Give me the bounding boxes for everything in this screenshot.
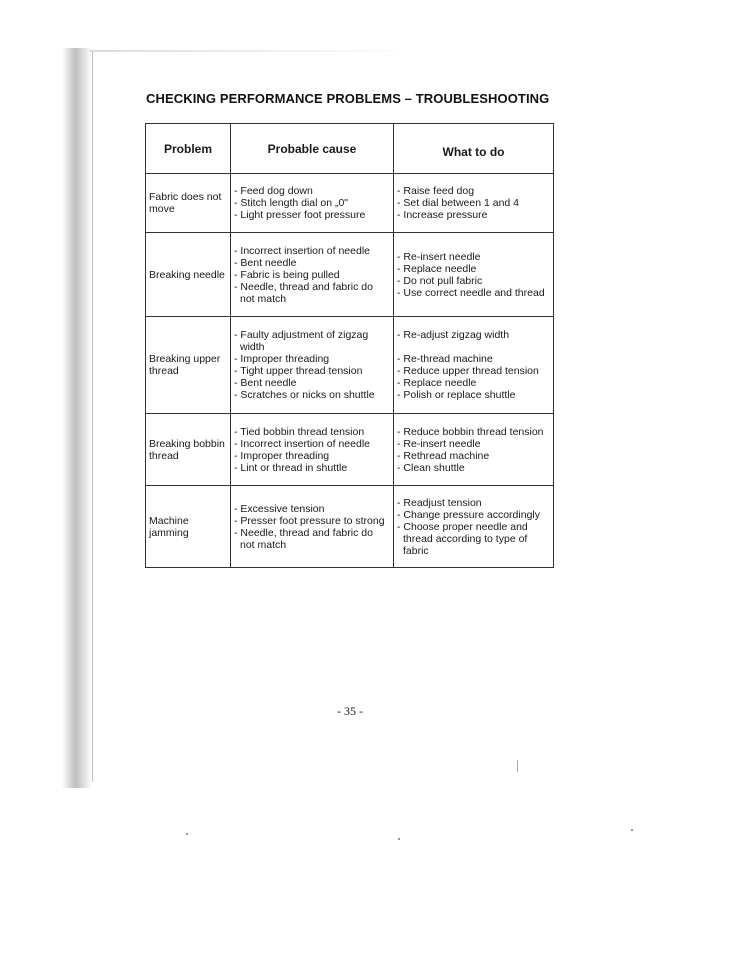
header-what-to-do: What to do [394, 124, 554, 174]
cause-item: - Feed dog down [234, 185, 313, 197]
action-item: - Rethread machine [397, 449, 490, 462]
cause-item: - Presser foot pressure to strong [234, 514, 385, 527]
table-header-row [146, 124, 554, 174]
action-cell [394, 233, 554, 317]
action-item: - Reduce bobbin thread tension [397, 425, 544, 438]
cause-item: - Needle, thread and fabric do not match [234, 526, 373, 551]
cause-item: - Stitch length dial on „0" [234, 197, 349, 209]
action-item: - Choose proper needle and thread according to type of fabric [397, 520, 528, 557]
page-number: - 35 - [337, 704, 363, 718]
cause-item: - Incorrect insertion of needle [234, 437, 370, 450]
cause-item: - Improper threading [234, 353, 330, 365]
problem-cell: Breaking needle [146, 233, 231, 317]
table-row [146, 233, 554, 317]
action-item: - Re-adjust zigzag width [397, 329, 510, 341]
scan-speck [631, 829, 633, 831]
scan-edge-line-top [90, 50, 420, 52]
cause-cell [231, 317, 394, 414]
table-row [146, 174, 554, 233]
action-item: - Do not pull fabric [397, 274, 483, 287]
cause-item: - Lint or thread in shuttle [234, 461, 348, 474]
scan-speck [398, 838, 400, 840]
action-item: - Polish or replace shuttle [397, 389, 516, 401]
action-item: - Replace needle [397, 377, 477, 389]
scan-binding-shadow [62, 48, 92, 788]
cause-item: - Bent needle [234, 256, 297, 269]
header-probable-cause: Probable cause [231, 124, 394, 174]
cause-item: - Bent needle [234, 377, 297, 389]
cause-cell [231, 414, 394, 486]
action-item: - Replace needle [397, 262, 477, 275]
action-item: - Raise feed dog [397, 185, 475, 197]
cause-item: - Incorrect insertion of needle [234, 244, 370, 257]
header-problem: Problem [146, 124, 231, 174]
troubleshooting-table [145, 123, 554, 568]
cause-item: - Needle, thread and fabric do not match [234, 280, 373, 305]
cause-item: - Improper threading [234, 449, 330, 462]
cause-item: - Excessive tension [234, 502, 325, 515]
scan-speck [517, 760, 518, 772]
action-item: - Clean shuttle [397, 461, 465, 474]
action-cell [394, 486, 554, 568]
action-item: - Re-insert needle [397, 437, 481, 450]
scan-speck [186, 833, 188, 835]
cause-cell [231, 486, 394, 568]
action-cell [394, 414, 554, 486]
action-item: - Set dial between 1 and 4 [397, 197, 520, 209]
cause-item: - Tied bobbin thread tension [234, 425, 365, 438]
action-cell [394, 317, 554, 414]
problem-cell: Fabric does not move [146, 174, 231, 233]
cause-item: - Tight upper thread tension [234, 365, 363, 377]
action-item: - Use correct needle and thread [397, 286, 545, 299]
action-item: - Readjust tension [397, 496, 482, 509]
problem-cell: Breaking bobbin thread [146, 414, 231, 486]
action-item: - Change pressure accordingly [397, 508, 540, 521]
cause-cell [231, 233, 394, 317]
action-item: - Increase pressure [397, 209, 488, 221]
problem-cell: Breaking upper thread [146, 317, 231, 414]
cause-item: - Faulty adjustment of zigzag width [234, 329, 369, 353]
table-row [146, 486, 554, 568]
scan-edge-line-left [92, 52, 93, 782]
action-item: - Re-thread machine [397, 353, 493, 365]
cause-item: - Light presser foot pressure [234, 209, 366, 221]
cause-cell [231, 174, 394, 233]
cause-item: - Scratches or nicks on shuttle [234, 389, 375, 401]
cause-item: - Fabric is being pulled [234, 268, 340, 281]
action-item: - Reduce upper thread tension [397, 365, 539, 377]
table-row [146, 317, 554, 414]
problem-cell: Machine jamming [146, 486, 231, 568]
action-item: - Re-insert needle [397, 250, 481, 263]
table-row [146, 414, 554, 486]
action-cell [394, 174, 554, 233]
page-title: CHECKING PERFORMANCE PROBLEMS – TROUBLESHOOTING [146, 91, 550, 106]
